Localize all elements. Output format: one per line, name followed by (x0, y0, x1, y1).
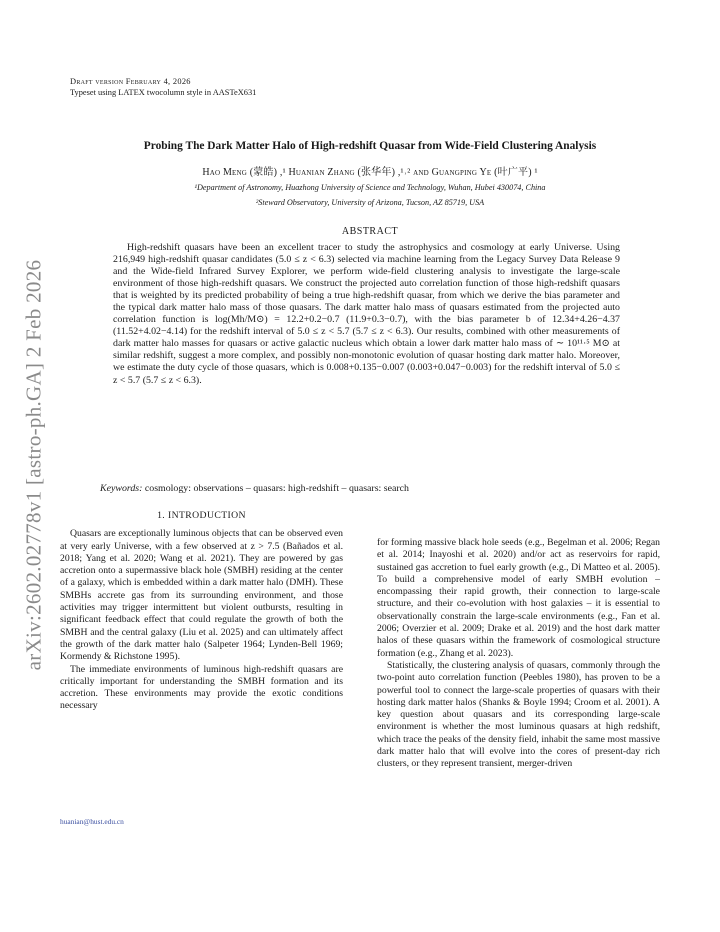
typeset-line: Typeset using LATEX twocolumn style in AASTeX631 (70, 88, 257, 97)
paper-title: Probing The Dark Matter Halo of High-redshift Quasar from Wide-Field Clustering Analysis (143, 140, 597, 152)
intro-paragraph-3: for forming massive black hole seeds (e.g., Begelman et al. 2006; Regan et al. 2014; Inayoshi et al. 2020) and/or act as reservoirs for rapid, sustained gas accretion to fuel early growth (e.g., Di Matteo et al. 2005). To build a comprehensive model of early SMBH evolution – encompassing their rapid growth, their connection to large-scale structure, and their co-evolution with host galaxies – it is essential to observationally constrain the large-scale environments (e.g., Fan et al. 2006; Overzier et al. 2009; Drake et al. 2019) and the host dark matter halos of these quasars within the framework of cosmological structure formation (e.g., Zhang et al. 2023). (377, 537, 660, 659)
intro-paragraph-1: Quasars are exceptionally luminous objects that can be observed even at very early Universe, with a few observed at z > 7.5 (Bañados et al. 2018; Yang et al. 2020; Wang et al. 2021). They are powered by gas accretion onto a supermassive black hole (SMBH) residing at the center of a galaxy, which is embedded within a dark matter halo (DMH). These SMBHs accrete gas from its surrounding environment, and those activities may trigger intermittent but violent outbursts, resulting in significant feedback effect that could regulate the growth of both the SMBH and the central galaxy (Liu et al. 2025) and can ultimately affect the growth of the dark matter halo (Salpeter 1964; Lynden-Bell 1969; Kormendy & Richstone 1995). (60, 528, 343, 663)
intro-paragraph-2: The immediate environments of luminous high-redshift quasars are critically important for understanding the SMBH formation and its accretion. These environments may provide the exotic conditions necessary (60, 663, 343, 712)
arxiv-sidebar (14, 240, 54, 690)
section-heading-introduction: 1. INTRODUCTION (157, 510, 246, 521)
left-column (60, 510, 343, 713)
abstract-body: High-redshift quasars have been an excellent tracer to study the astrophysics and cosmology at early Universe. Using 216,949 high-redshift quasar candidates (5.0 ≤ z < 6.3) selected via machine learning from the Legacy Survey Data Release 9 and the Wide-field Infrared Survey Explorer, we perform wide-field clustering analysis to investigate the large-scale environment of those high-redshift quasars. We construct the projected auto correlation function of those high-redshift quasars that is weighted by its predicted probability of being a true high-redshift quasar, from which we derive the bias parameter and the typical dark matter halo mass of those quasars. The dark matter halo mass of quasars estimated from the projected auto correlation function is log(Mh/M⊙) = 12.2+0.2−0.7 (11.9+0.3−0.7), with the bias parameter b of 12.34+4.26−4.37 (11.52+4.02−4.14) for the redshift interval of 5.0 ≤ z < 5.7 (5.7 ≤ z < 6.3). Our results, combined with other measurements of dark matter halo masses for quasars or active galactic nucleus which obtain a lower dark matter halo mass of ∼ 10¹¹·⁵ M⊙ at similar redshift, suggest a more complex, and possibly non-monotonic evolution of quasar hosting dark matter halo. Moreover, we estimate the duty cycle of those quasars, which is 0.008+0.135−0.007 (0.003+0.047−0.003) for the redshift interval of 5.0 ≤ z < 5.7 (5.7 ≤ z < 6.3). (113, 242, 620, 386)
affiliation-1: ¹Department of Astronomy, Huazhong University of Science and Technology, Wuhan, Hubei 430074, China (194, 183, 546, 192)
draft-header (70, 76, 256, 98)
intro-paragraph-4: Statistically, the clustering analysis of quasars, commonly through the two-point auto correlation function (Peebles 1980), has proven to be a powerful tool to connect the large-scale properties of quasars with their hosting dark matter halos (Shanks & Boyle 1994; Croom et al. 2001). A key question about quasars and its corresponding large-scale environment is whether the most luminous quasars at high redshift, which trace the peaks of the density field, inhabit the same most massive dark matter halo that will evolve into the cores of present-day rich clusters, or they represent transient, merger-driven (377, 659, 660, 770)
author-list: Hao Meng (蒙皓) ,¹ Huanian Zhang (张华年) ,¹˒² and Guangping Ye (叶广平) ¹ (202, 167, 538, 178)
draft-version: Draft version February 4, 2026 (70, 77, 191, 86)
footnote-email-link[interactable]: huanian@hust.edu.cn (60, 817, 124, 826)
right-column (377, 537, 660, 771)
abstract-heading: ABSTRACT (341, 226, 399, 237)
keywords-line (100, 483, 640, 494)
keywords-label: Keywords: (100, 483, 143, 494)
arxiv-identifier: arXiv:2602.02778v1 [astro-ph.GA] 2 Feb 2026 (21, 259, 46, 671)
keywords-text: cosmology: observations – quasars: high-redshift – quasars: search (144, 483, 409, 494)
affiliation-2: ²Steward Observatory, University of Arizona, Tucson, AZ 85719, USA (255, 198, 485, 207)
